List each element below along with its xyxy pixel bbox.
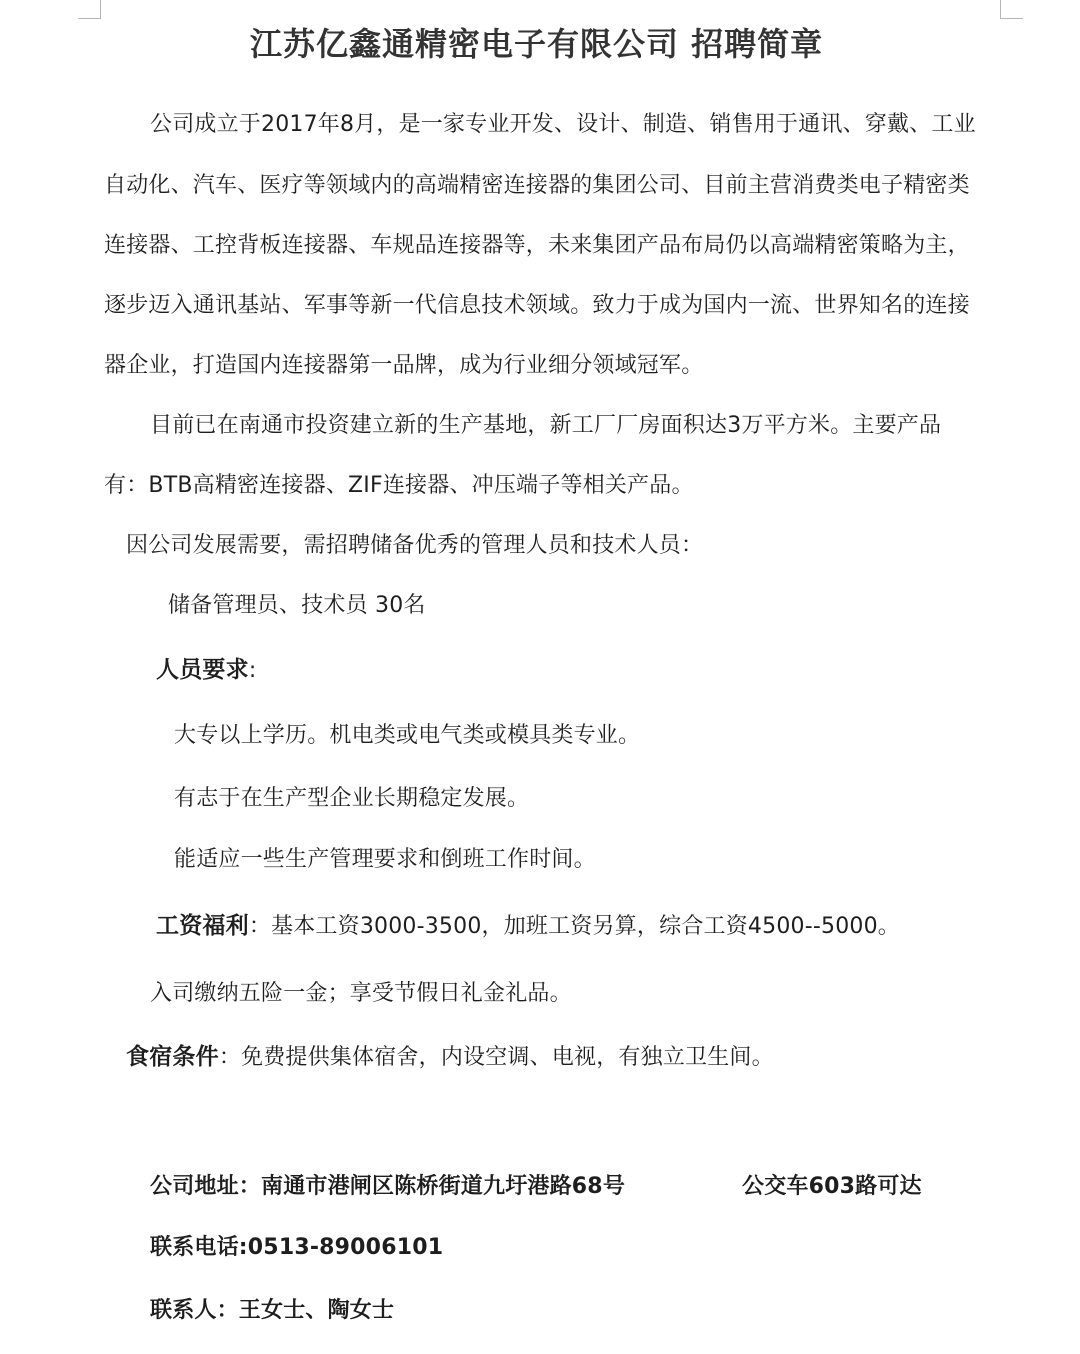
production-line-1: 目前已在南通市投资建立新的生产基地，新工厂厂房面积达3万平方米。主要产品 [150,413,942,438]
intro-line-3: 连接器、工控背板连接器、车规品连接器等，未来集团产品布局仍以高端精密策略为主， [104,233,970,258]
contact-person: 联系人：王女士、陶女士 [150,1298,395,1323]
intro-line-4: 逐步迈入通讯基站、军事等新一代信息技术领域。致力于成为国内一流、世界知名的连接 [104,293,970,318]
requirement-item: 能适应一些生产管理要求和倒班工作时间。 [174,847,596,872]
salary-text: ：基本工资3000-3500，加班工资另算，综合工资4500--5000。 [248,914,900,939]
company-address: 公司地址：南通市港闸区陈桥街道九圩港路68号 [150,1174,626,1199]
lodging-text: ：免费提供集体宿舍，内设空调、电视，有独立卫生间。 [218,1045,774,1070]
intro-line-5: 器企业，打造国内连接器第一品牌，成为行业细分领域冠军。 [104,353,704,378]
lodging-label: 食宿条件 [126,1044,219,1070]
requirement-item: 有志于在生产型企业长期稳定发展。 [174,786,530,811]
requirements-label: 人员要求 [156,657,249,683]
contact-phone: 联系电话:0513-89006101 [150,1235,444,1260]
requirement-item: 大专以上学历。机电类或电气类或模具类专业。 [174,723,641,748]
lodging-line [126,1043,774,1072]
production-line-2: 有：BTB高精密连接器、ZIF连接器、冲压端子等相关产品。 [104,473,694,498]
requirements-colon: : [248,658,257,683]
bus-route: 公交车603路可达 [742,1174,922,1199]
intro-line-1: 公司成立于2017年8月，是一家专业开发、设计、制造、销售用于通讯、穿戴、工业 [150,112,976,137]
page-corner-mark-left [78,0,101,19]
salary-line [156,912,900,941]
document-title: 江苏亿鑫通精密电子有限公司 招聘简章 [250,25,824,63]
page-corner-mark-right [1000,0,1023,19]
hiring-position: 储备管理员、技术员 30名 [168,593,426,618]
hiring-statement: 因公司发展需要，需招聘储备优秀的管理人员和技术人员： [126,533,704,558]
salary-label: 工资福利 [156,913,249,939]
benefits-line: 入司缴纳五险一金；享受节假日礼金礼品。 [150,981,572,1006]
requirements-heading [156,656,256,685]
intro-line-2: 自动化、汽车、医疗等领域内的高端精密连接器的集团公司、目前主营消费类电子精密类 [104,173,970,198]
